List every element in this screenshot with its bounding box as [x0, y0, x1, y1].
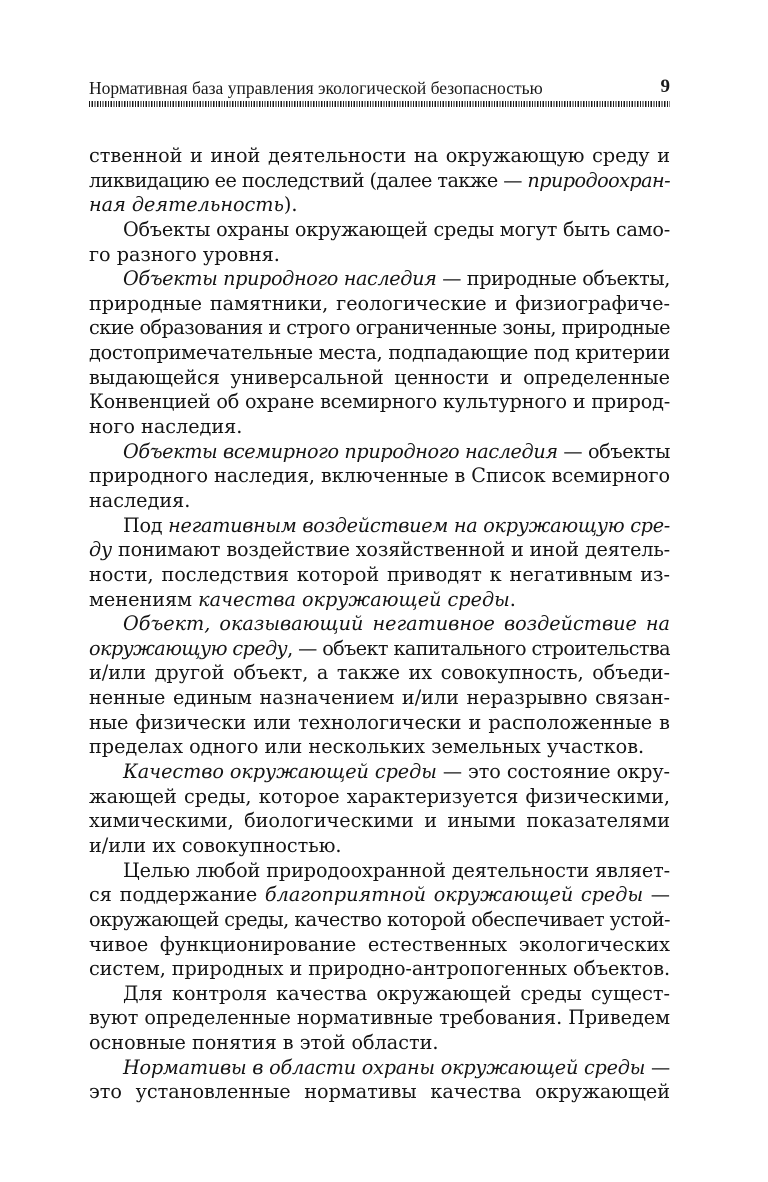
text-line: Для контроля качества окружающей среды сущест- [123, 981, 670, 1005]
text-line: менениям качества окружающей среды. [89, 587, 516, 611]
text-line: основные понятия в этой области. [89, 1031, 439, 1055]
text-line: ственной и иной деятельности на окружающую среду и [89, 144, 670, 167]
text-line: Объекты природного наследия — природные объекты, [123, 267, 670, 291]
text-line: ду понимают воздействие хозяйственной и иной деятель- [89, 538, 670, 562]
text-line: Целью любой природоохранной деятельности являет- [123, 858, 670, 882]
text-line: наследия. [89, 488, 191, 512]
text-line: Объекты охраны окружающей среды могут быть само- [123, 217, 670, 241]
text-line: Под негативным воздействием на окружающую сре- [123, 513, 671, 537]
text-line: ные физически или технологически и расположенные в [89, 710, 670, 734]
text-line: Объект, оказывающий негативное воздействие на [123, 612, 670, 636]
text-line: ся поддержание благоприятной окружающей среды — [89, 883, 670, 907]
body-text [89, 144, 670, 1105]
text-line: пределах одного или нескольких земельных участков. [89, 735, 645, 759]
text-line: Качество окружающей среды — это состояние окру- [123, 760, 670, 784]
running-header [89, 74, 670, 100]
text-line: Нормативы в области охраны окружающей среды — [123, 1055, 670, 1079]
text-line: вуют определенные нормативные требования. Приведем [89, 1006, 670, 1030]
text-line: ная деятельность). [89, 193, 298, 217]
text-line: и/или другой объект, а также их совокупность, объеди- [89, 661, 670, 685]
text-line: чивое функционирование естественных экологических [89, 932, 670, 956]
text-line: окружающей среды, качество которой обеспечивает устой- [89, 907, 670, 931]
text-line: ские образования и строго ограниченные зоны, природные [89, 316, 670, 340]
text-line: окружающую среду, — объект капитального строительства [89, 636, 670, 660]
text-line: это установленные нормативы качества окружающей [89, 1080, 670, 1104]
text-line: выдающейся универсальной ценности и определенные [89, 365, 670, 389]
text-line: ликвидацию ее последствий (далее также — природоохран- [89, 168, 670, 192]
text-line: и/или их совокупностью. [89, 833, 342, 857]
text-line: ненные единым назначением и/или неразрывно связан- [89, 686, 670, 710]
text-line: ного наследия. [89, 415, 243, 439]
text-line: го разного уровня. [89, 242, 280, 266]
text-line: Конвенцией об охране всемирного культурного и природ- [89, 390, 670, 414]
text-line: природные памятники, геологические и физиографиче- [89, 291, 670, 315]
text-line: природного наследия, включенные в Список всемирного [89, 464, 670, 488]
page-number: 9 [660, 76, 670, 97]
text-line: достопримечательные места, подпадающие под критерии [89, 341, 670, 365]
text-line: жающей среды, которое характеризуется физическими, [89, 784, 670, 808]
header-rule [89, 101, 670, 107]
text-line: ности, последствия которой приводят к негативным из- [89, 562, 670, 586]
text-line: химическими, биологическими и иными показателями [89, 809, 670, 833]
running-header-title: Нормативная база управления экологической безопасностью [89, 78, 543, 98]
text-line: Объекты всемирного природного наследия — объекты [123, 439, 670, 463]
text-line: систем, природных и природно-антропогенных объектов. [89, 957, 670, 981]
